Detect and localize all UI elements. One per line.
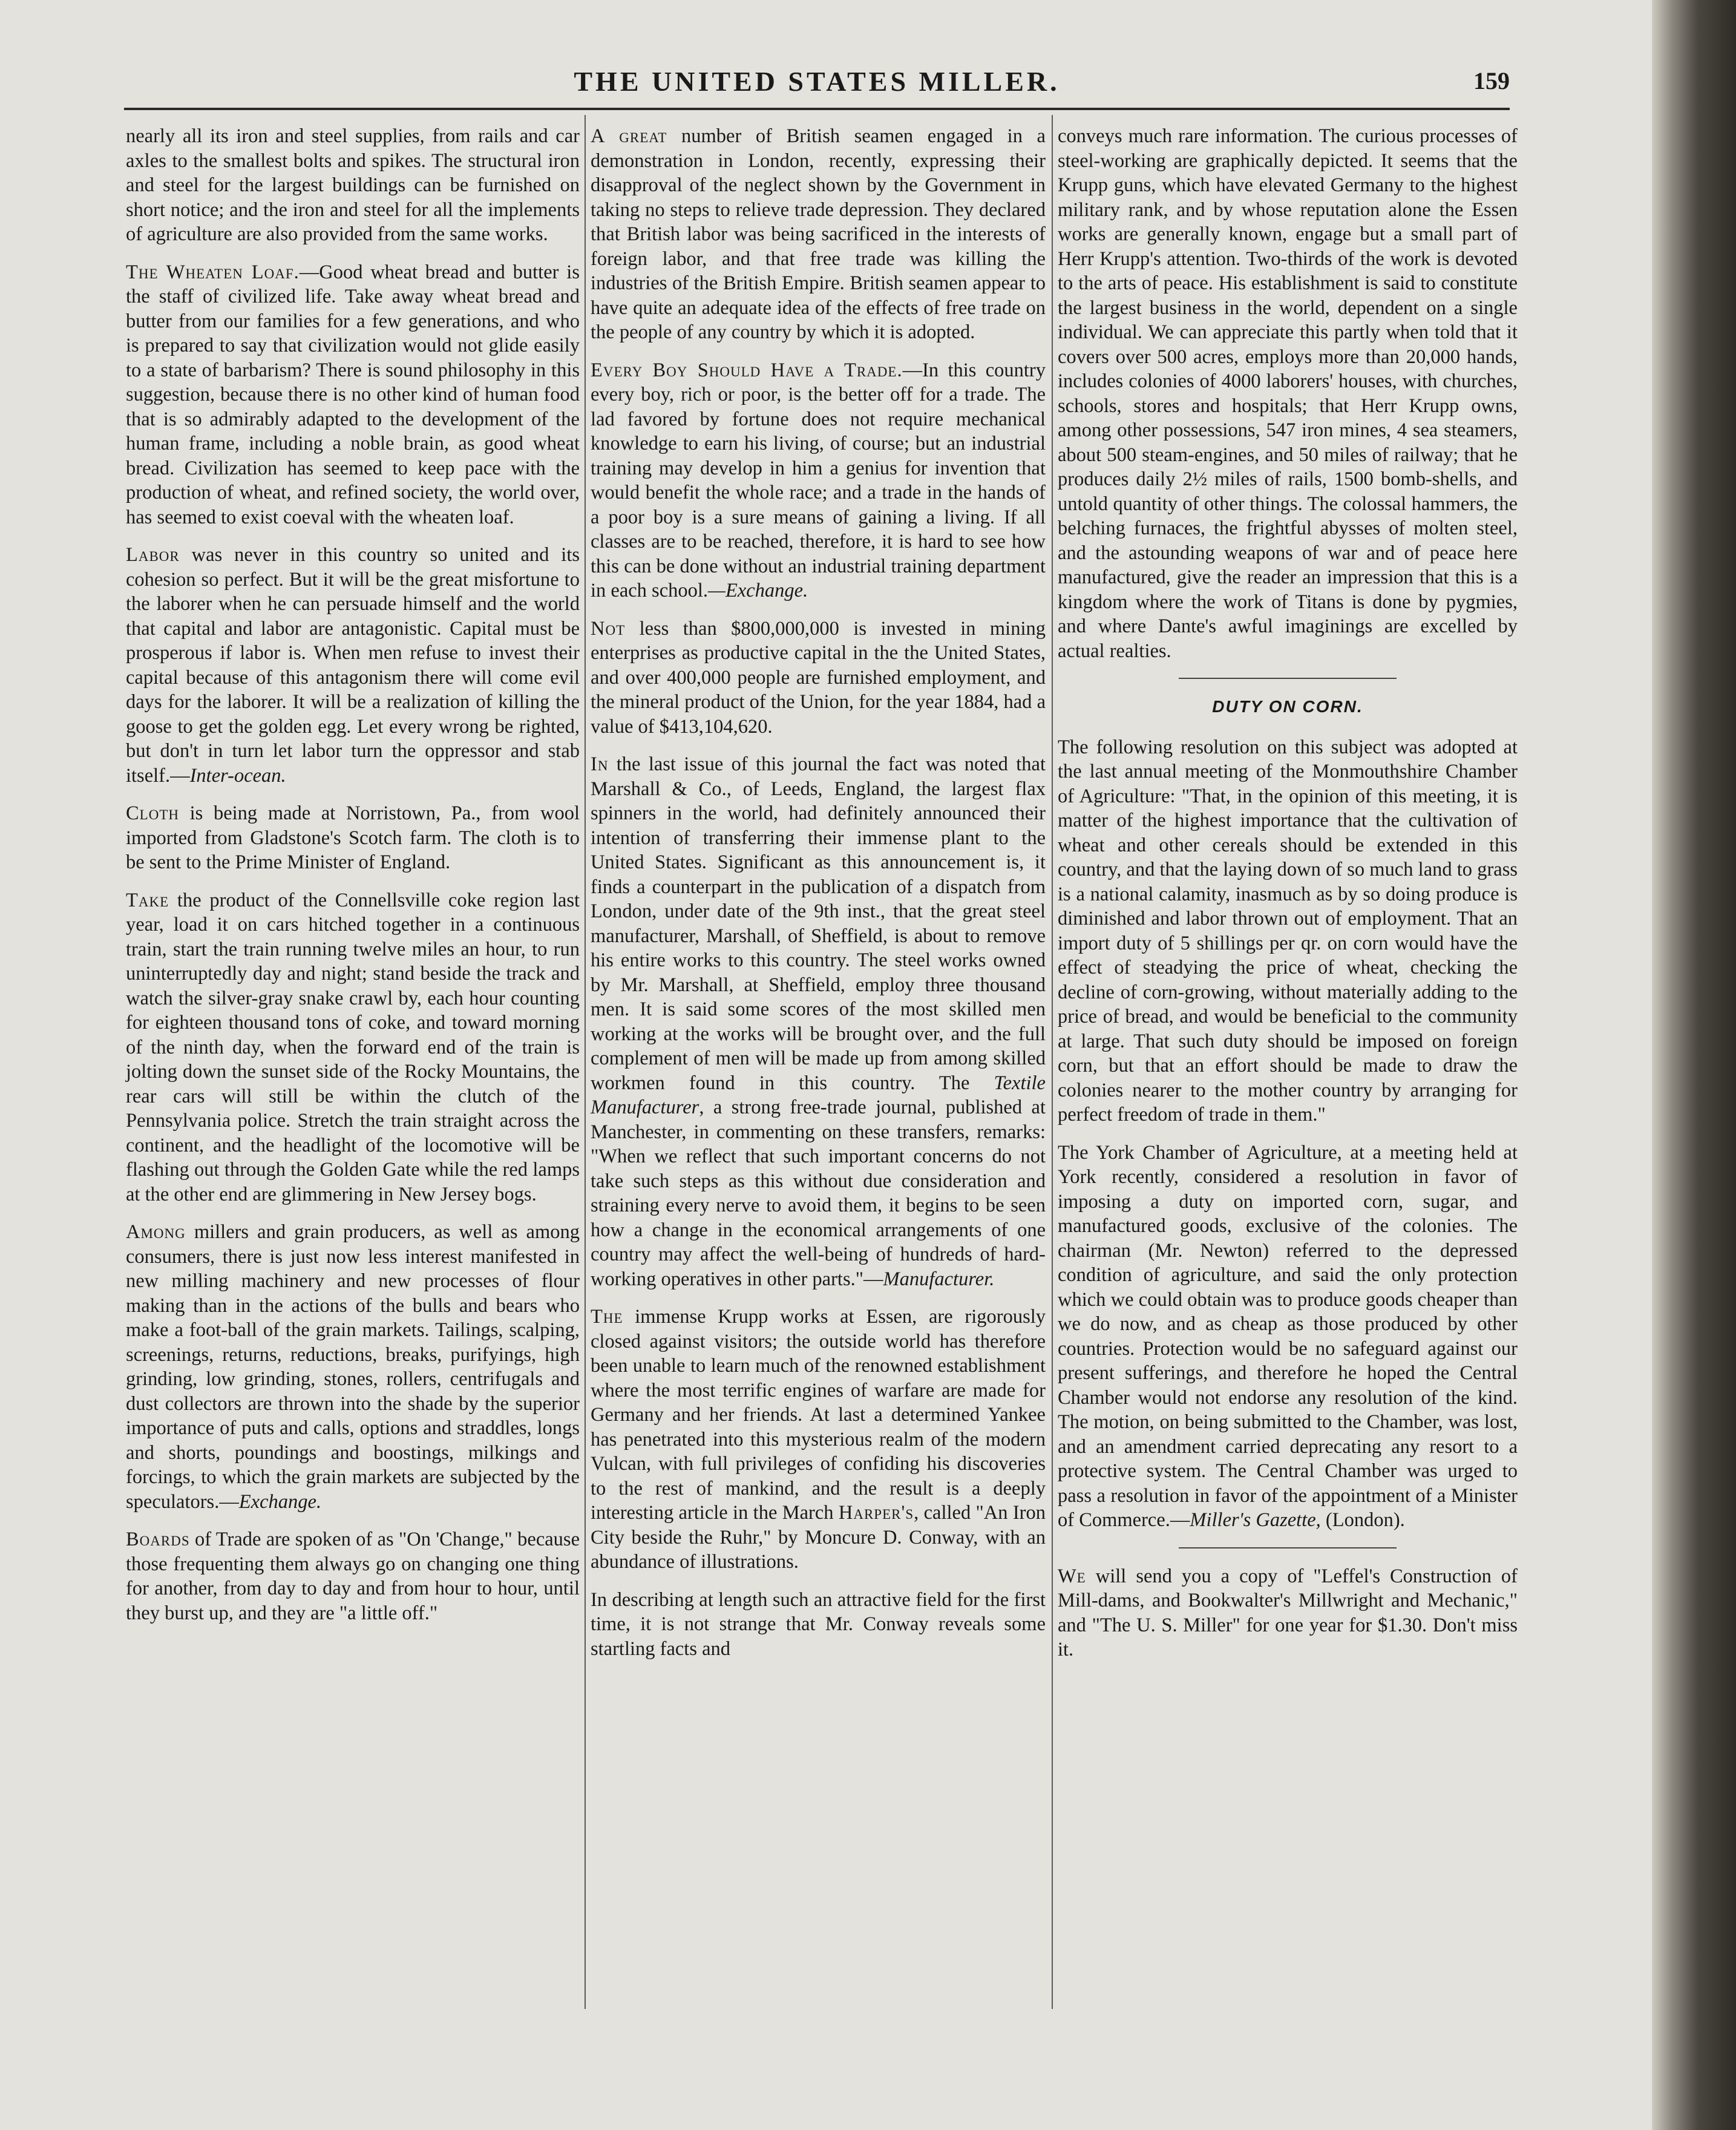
paragraph bbox=[126, 260, 580, 530]
paragraph-text: The York Chamber of Agriculture, at a meeting held at York recently, considered a resolution in favor of imposing a duty on imported corn, sugar, and manufactured goods, exclusive of the colonies. The chairman (Mr. Newton) referred to the depressed condition of agriculture, and said the only protection which we could obtain was to produce goods cheaper than we do now, and as cheap as those produced by other countries. Protection would be no safeguard against our present sufferings, and therefore he hoped the Central Chamber would not endorse any resolution of the kind. The motion, on being submitted to the Chamber, was lost, and an amendment carried deprecating any resort to a protective system. The Central Chamber was urged to pass a resolution in favor of the appointment of a Minister of Commerce.— bbox=[1058, 1141, 1518, 1531]
paragraph-text: conveys much rare information. The curious processes of steel-working are graphically depicted. It seems that the Krupp guns, which have elevated Germany to the highest military rank, and by whose reputation alone the Essen works are generally known, engage but a small part of Herr Krupp's attention. Two-thirds of the work is devoted to the arts of peace. His establishment is said to constitute the largest business in the world, dependent on a single individual. We can appreciate this partly when told that it covers over 500 acres, employs more than 20,000 hands, includes colonies of 4000 laborers' houses, with churches, schools, stores and hospitals; that Herr Krupp owns, among other possessions, 547 iron mines, 4 sea steamers, about 500 steam-engines, and 50 miles of railway; that he produces daily 2½ miles of rails, 1500 bomb-shells, and untold quantity of other things. The colossal hammers, the belching furnaces, the frightful abysses of molten steel, and the astounding weapons of war and of peace here manufactured, give the reader an impression that this is a kingdom where the work of Titans is done by pygmies, and where Dante's awful imaginings are excelled by actual realties. bbox=[1058, 125, 1518, 662]
paragraph-text: of Trade are spoken of as "On 'Change," because those frequenting them always go on changing one thing for another, from day to day and from hour to hour, until they burst up, and they are "a little off." bbox=[126, 1529, 580, 1624]
column-rule bbox=[1052, 115, 1053, 2009]
source-credit: —Exchange. bbox=[708, 580, 808, 601]
paragraph bbox=[591, 124, 1046, 345]
section-divider bbox=[1179, 1547, 1397, 1548]
lead-words: Cloth bbox=[126, 802, 179, 824]
paragraph-text: nearly all its iron and steel supplies, from rails and car axles to the smallest bolts and spikes. The structural iron and steel for the largest buildings can be furnished on short notice; and the iron and steel for all the implements of agriculture are also provided from the same works. bbox=[126, 125, 580, 245]
paragraph-text: The following resolution on this subject was adopted at the last annual meeting of the Monmouthshire Chamber of Agriculture: "That, in the opinion of this meeting, it is matter of the highest importance that the cultivation of wheat and other cereals should be extended in this country, and that the laying down of so much land to grass is a national calamity, inasmuch as by so doing produce is diminished and labor thrown out of employment. That an import duty of 5 shillings per qr. on corn would have the effect of steadying the price of wheat, checking the decline of corn-growing, without materially adding to the price of bread, and would be beneficial to the community at large. That such duty should be imposed on foreign corn, but that an effort should be made to draw the colonies nearer to the mother country by arranging for perfect freedom of trade in them." bbox=[1058, 736, 1518, 1126]
lead-words: In bbox=[591, 753, 609, 775]
section-divider bbox=[1179, 678, 1397, 679]
source-credit: Inter-ocean. bbox=[189, 764, 286, 787]
paragraph bbox=[126, 124, 580, 247]
paragraph bbox=[126, 543, 580, 788]
magazine-name: Harper's bbox=[838, 1502, 914, 1524]
paragraph-text: —Good wheat bread and butter is the staff of civilized life. Take away wheat bread and butter from our families for a few generations, and who is prepared to say that civilization would not glide easily to a state of barbarism? There is sound philosophy in this suggestion, because there is no other kind of human food that is so admirably adapted to the development of the human frame, including a noble brain, as good wheat bread. Civilization has seemed to keep pace with the production of wheat, and refined society, the world over, has seemed to exist coeval with the wheaten loaf. bbox=[126, 261, 580, 528]
lead-words: Labor bbox=[126, 544, 180, 566]
paragraph-text: less than $800,000,000 is invested in mining enterprises as productive capital in the the United States, and over 400,000 people are furnished employment, and the mineral product of the Union, for the year 1884, had a value of $413,104,620. bbox=[591, 617, 1046, 738]
lead-words: Not bbox=[591, 617, 626, 640]
column-1 bbox=[126, 124, 580, 1639]
paragraph-text: the product of the Connellsville coke region last year, load it on cars hitched together in a continuous train, start the train running twelve miles an hour, to run uninterruptedly day and night; stand beside the track and watch the silver-gray snake crawl by, each hour counting for eighteen thousand tons of coke, and toward morning of the ninth day, when the forward end of the train is jolting down the sunset side of the Rocky Mountains, the rear cars will still be within the clutch of the Pennsylvania police. Stretch the train straight across the continent, and the headlight of the locomotive will be flashing out through the Golden Gate while the red lamps at the other end are glimmering in New Jersey bogs. bbox=[126, 889, 580, 1205]
section-title: DUTY ON CORN. bbox=[1212, 697, 1363, 716]
paragraph bbox=[126, 888, 580, 1207]
paragraph-text: was never in this country so united and its cohesion so perfect. But it will be the great misfortune to the laborer when he can persuade himself and the world that capital and labor are antagonistic. Capital must be prosperous if labor is. When men refuse to invest their capital because of this antagonism there will come evil days for the laborer. It will be a realization of killing the goose to get the golden egg. Let every wrong be righted, but don't in turn let labor turn the oppressor and stab itself.— bbox=[126, 544, 580, 787]
source-credit: Manufacturer. bbox=[883, 1268, 995, 1290]
lead-words: Every Boy Should Have a Trade. bbox=[591, 359, 903, 381]
source-credit: Exchange. bbox=[238, 1490, 322, 1513]
paragraph bbox=[591, 752, 1046, 1291]
paragraph-text: In describing at length such an attractive field for the first time, it is not strange that Mr. Conway reveals some startling facts and bbox=[591, 1588, 1046, 1660]
paragraph bbox=[591, 358, 1046, 603]
column-rule bbox=[585, 115, 586, 2009]
paragraph-text: will send you a copy of "Leffel's Construction of Mill-dams, and Bookwalter's Millwright and Mechanic," and "The U. S. Miller" for one year for $1.30. Don't miss it. bbox=[1058, 1565, 1518, 1660]
page-number: 159 bbox=[1473, 67, 1510, 94]
paragraph bbox=[1058, 735, 1518, 1127]
paragraph-text: , called "An Iron City beside the Ruhr," by Moncure D. Conway, with an abundance of illustrations. bbox=[591, 1502, 1046, 1573]
lead-words: Take bbox=[126, 889, 169, 911]
journal-name: Textile Manufacturer bbox=[591, 1072, 1046, 1118]
paragraph-text: number of British seamen engaged in a demonstration in London, recently, expressing their disapproval of the neglect shown by the Government in taking no steps to relieve trade depression. They declared that British labor was being sacrificed in the interests of foreign labor, and that free trade was killing the industries of the British Empire. British seamen appear to have quite an adequate idea of the effects of free trade on the people of any country by which it is adopted. bbox=[591, 125, 1046, 343]
book-binding bbox=[1652, 0, 1736, 2130]
paragraph-text: , a strong free-trade journal, published at Manchester, in commenting on these transfers, remarks: "When we reflect that such important concerns do not take such steps as this without due consideration and straining every nerve to avoid them, it begins to be seen how a change in the economical arrangements of one country may affect the well-being of hundreds of hard-working operatives in other parts."— bbox=[591, 1096, 1046, 1290]
paragraph-text: —In this country every boy, rich or poor, is the better off for a trade. The lad favored by fortune does not require mechanical knowledge to earn his living, of course; but an industrial training may develop in him a genius for invention that would benefit the whole race; and a trade in the hands of a poor boy is a sure means of gaining a living. If all classes are to be reached, therefore, it is hard to see how this can be done without an industrial training department in each school. bbox=[591, 359, 1046, 601]
lead-words: Among bbox=[126, 1221, 186, 1243]
page-title: THE UNITED STATES MILLER. bbox=[574, 66, 1060, 97]
paragraph bbox=[591, 1305, 1046, 1575]
paragraph bbox=[1058, 124, 1518, 663]
lead-words: The Wheaten Loaf. bbox=[126, 261, 300, 283]
lead-words: We bbox=[1058, 1565, 1086, 1587]
paragraph-text: the last issue of this journal the fact was noted that Marshall & Co., of Leeds, England, the largest flax spinners in the world, had definitely announced their intention of transferring their immense plant to the United States. Significant as this announcement is, it finds a counterpart in the publication of a dispatch from London, under date of the 9th inst., that the great steel manufacturer, Marshall, of Sheffield, is about to remove his entire works to this country. The steel works owned by Mr. Marshall, at Sheffield, employ three thousand men. It is said some scores of the most skilled men working at the works will be brought over, and the full complement of men will be made up from among skilled workmen found in this country. The bbox=[591, 753, 1046, 1094]
paragraph bbox=[1058, 1141, 1518, 1533]
source-credit: Miller's Gazette, bbox=[1190, 1509, 1321, 1531]
paragraph-text: millers and grain producers, as well as among consumers, there is just now less interest manifested in new milling machinery and new processes of flour making than in the actions of the bulls and bears who make a foot-ball of the grain markets. Tailings, scalping, screenings, returns, reductions, breaks, purifyings, high grinding, low grinding, stones, rollers, centrifugals and dust collectors are thrown into the shade by the superior importance of puts and calls, options and straddles, longs and shorts, poundings and boostings, milkings and forcings, to which the grain markets are subjected by the speculators.— bbox=[126, 1221, 580, 1513]
paragraph bbox=[1058, 1564, 1518, 1662]
header-rule bbox=[124, 108, 1510, 110]
lead-words: The bbox=[591, 1306, 623, 1328]
lead-words: Boards bbox=[126, 1529, 190, 1550]
lead-words: A great bbox=[591, 125, 667, 147]
paragraph bbox=[126, 1527, 580, 1625]
paragraph-text: immense Krupp works at Essen, are rigorously closed against visitors; the outside world has therefore been unable to learn much of the renowned establishment where the most terrific engines of warfare are made for Germany and her friends. At last a determined Yankee has penetrated into this mysterious realm of the modern Vulcan, with full privileges of confiding his discoveries to the rest of mankind, and the result is a deeply interesting article in the March bbox=[591, 1306, 1046, 1524]
column-2 bbox=[591, 124, 1046, 1674]
column-3 bbox=[1058, 124, 1518, 1676]
paragraph bbox=[126, 801, 580, 875]
paragraph-text: is being made at Norristown, Pa., from wool imported from Gladstone's Scotch farm. The cloth is to be sent to the Prime Minister of England. bbox=[126, 802, 580, 873]
paragraph bbox=[126, 1220, 580, 1514]
page-header bbox=[124, 65, 1510, 102]
paragraph bbox=[591, 617, 1046, 739]
paragraph bbox=[591, 1588, 1046, 1662]
paragraph-text: (London). bbox=[1320, 1509, 1405, 1531]
